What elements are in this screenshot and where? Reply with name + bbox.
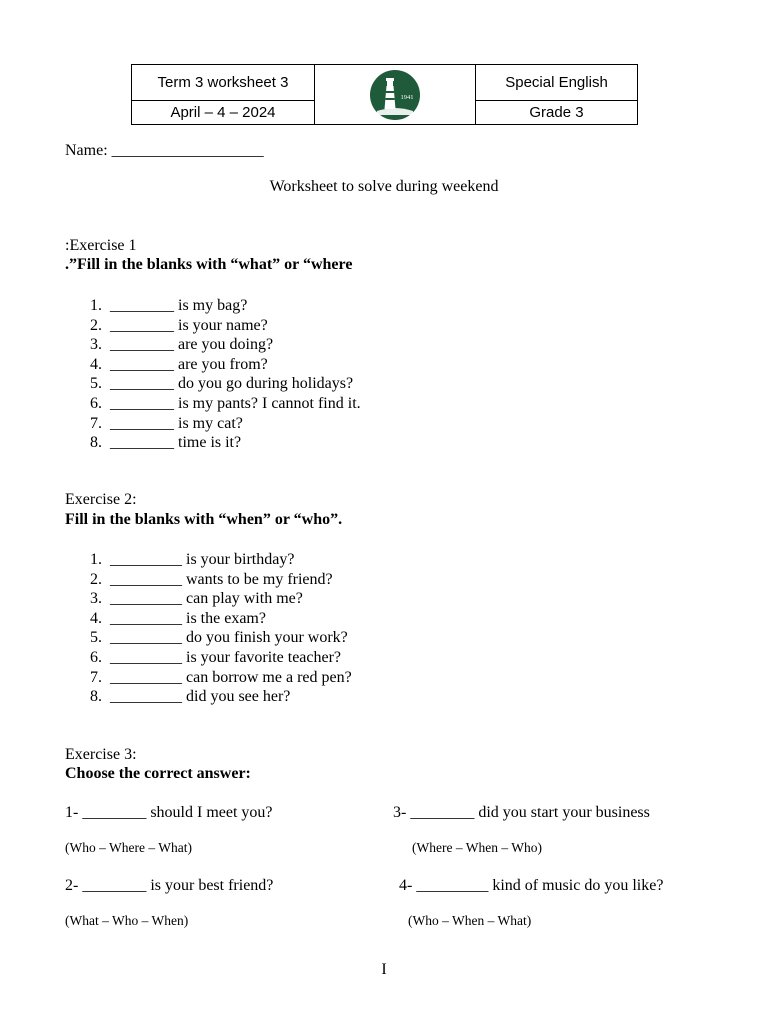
exercise3-heading: Exercise 3: (65, 746, 137, 763)
item-number: 1. (90, 297, 102, 314)
item-number: 4. (90, 609, 102, 627)
list-item (65, 648, 352, 668)
list-item (65, 414, 361, 434)
item-number: 2. (90, 570, 102, 588)
item-number: 5. (90, 629, 102, 647)
exercise1-instruction: .”Fill in the blanks with “what” or “where (65, 256, 353, 273)
exercise3-question-2: 2- ________ is your best friend? (65, 877, 274, 894)
list-item (65, 394, 361, 414)
list-item (65, 374, 361, 394)
item-text: ________ is my pants? I cannot find it. (110, 394, 361, 412)
exercise3-question-3: 3- ________ did you start your business (393, 804, 650, 821)
grade-cell: Grade 3 (476, 101, 638, 125)
exercise3-instruction: Choose the correct answer: (65, 765, 251, 782)
item-text: _________ wants to be my friend? (110, 570, 333, 588)
item-text: ________ is my cat? (110, 414, 243, 432)
item-text: _________ can play with me? (110, 590, 303, 608)
list-item (65, 550, 352, 570)
list-item (65, 589, 352, 609)
item-text: ________ do you go during holidays? (110, 375, 354, 393)
exercise3-options-4: (Who – When – What) (408, 913, 532, 928)
list-item (65, 296, 361, 316)
list-item (65, 316, 361, 336)
name-line: Name: ___________________ (65, 142, 264, 159)
item-text: ________ is my bag? (110, 297, 248, 314)
item-number: 5. (90, 375, 102, 393)
list-item (65, 355, 361, 375)
worksheet-header-table (131, 64, 638, 125)
worksheet-title: Worksheet to solve during weekend (269, 178, 499, 195)
item-number: 7. (90, 414, 102, 432)
page-number: I (381, 961, 387, 978)
subject-cell: Special English (476, 65, 638, 101)
item-number: 6. (90, 394, 102, 412)
logo-year: 1941 (400, 93, 414, 101)
item-text: _________ is the exam? (110, 609, 266, 627)
logo-cell (315, 65, 476, 125)
item-text: ________ is your name? (110, 316, 268, 334)
exercise2-heading: Exercise 2: (65, 491, 137, 508)
item-number: 6. (90, 648, 102, 666)
exercise2-instruction: Fill in the blanks with “when” or “who”. (65, 511, 343, 528)
list-item (65, 335, 361, 355)
item-text: _________ can borrow me a red pen? (110, 668, 352, 686)
exercise1-heading: :Exercise 1 (65, 237, 137, 254)
list-item (65, 433, 361, 453)
exercise3-options-2: (What – Who – When) (65, 913, 189, 928)
list-item (65, 570, 352, 590)
item-text: _________ is your birthday? (110, 551, 295, 568)
item-number: 2. (90, 316, 102, 334)
list-item (65, 668, 352, 688)
exercise1-list (65, 296, 361, 453)
exercise2-list (65, 550, 352, 707)
exercise3-question-1: 1- ________ should I meet you? (65, 804, 273, 821)
item-number: 7. (90, 668, 102, 686)
list-item (65, 609, 352, 629)
date-cell: April – 4 – 2024 (132, 101, 315, 125)
item-text: ________ are you from? (110, 355, 268, 373)
list-item (65, 628, 352, 648)
item-text: _________ is your favorite teacher? (110, 648, 342, 666)
item-text: _________ did you see her? (110, 688, 291, 706)
item-number: 1. (90, 551, 102, 568)
worksheet-number-cell: Term 3 worksheet 3 (132, 65, 315, 101)
item-number: 4. (90, 355, 102, 373)
exercise3-question-4: 4- _________ kind of music do you like? (399, 877, 664, 894)
item-number: 8. (90, 434, 102, 452)
item-text: ________ are you doing? (110, 336, 274, 354)
list-item (65, 687, 352, 707)
exercise3-options-1: (Who – Where – What) (65, 840, 192, 855)
item-number: 3. (90, 336, 102, 354)
item-text: ________ time is it? (110, 434, 242, 452)
item-number: 8. (90, 688, 102, 706)
item-text: _________ do you finish your work? (110, 629, 348, 647)
exercise3-options-3: (Where – When – Who) (412, 840, 542, 855)
item-number: 3. (90, 590, 102, 608)
school-logo-icon (369, 69, 421, 121)
